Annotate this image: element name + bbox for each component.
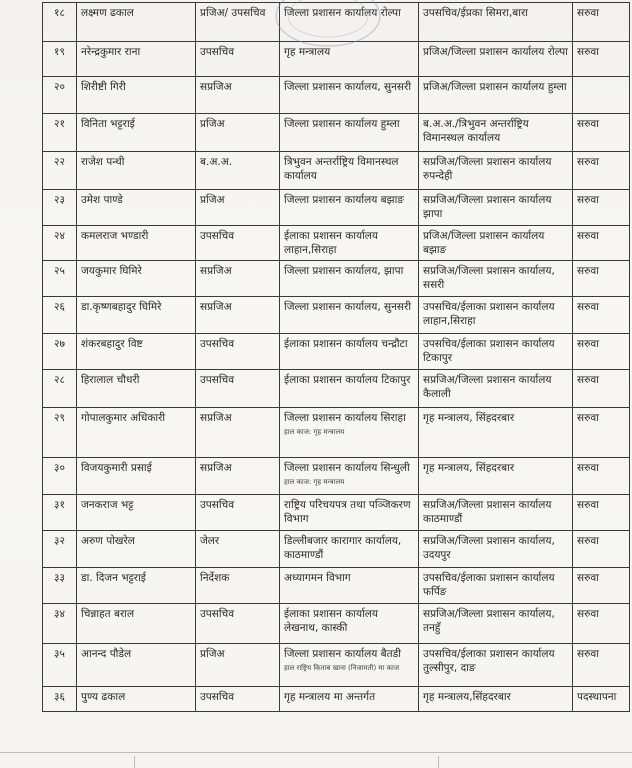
post-cell (196, 495, 280, 531)
post-text: सप्रजिअ (200, 301, 232, 313)
remark-text: सरुवा (577, 46, 599, 58)
table-row (43, 495, 630, 531)
table-row (43, 531, 630, 568)
employee-name-text: शिरीष्टी गिरी (81, 81, 126, 93)
remark-text: सरुवा (577, 412, 599, 424)
office-note: हाल काज: गृह मन्त्रालय (284, 478, 345, 486)
new-office-cell (419, 644, 573, 687)
remark-text: सरुवा (577, 535, 599, 547)
post-text: सप्रजिअ (200, 462, 232, 474)
remark-cell (573, 152, 630, 190)
serial-number-cell (43, 42, 77, 77)
post-text: उपसचिव (200, 691, 235, 703)
new-office-cell (419, 334, 573, 370)
new-office-cell (419, 531, 573, 568)
remark-cell (573, 495, 630, 531)
new-office-text: गृह मन्त्रालय,सिंहदरबार (423, 691, 511, 703)
serial-number-cell (43, 531, 77, 568)
post-cell (196, 370, 280, 408)
new-office-cell (419, 190, 573, 226)
serial-number-text: २६ (54, 301, 65, 313)
table-row (43, 297, 630, 334)
serial-number-cell (43, 297, 77, 334)
post-text: सप्रजिअ (200, 81, 232, 93)
serial-number-text: ३६ (54, 691, 65, 703)
current-office-cell (280, 77, 419, 114)
remark-cell (573, 408, 630, 458)
serial-number-cell (43, 568, 77, 604)
current-office-text: राष्ट्रिय परिचयपत्र तथा पञ्जिकरण विभाग (284, 499, 411, 525)
remark-text: सरुवा (577, 499, 599, 511)
table-row (43, 334, 630, 370)
post-cell (196, 114, 280, 152)
current-office-text: जिल्ला प्रशासन कार्यालय बझाङ (284, 194, 404, 206)
remark-cell (573, 261, 630, 297)
post-text: सप्रजिअ (200, 412, 232, 424)
post-text: प्रजिअ (200, 118, 225, 130)
current-office-text: जिल्ला प्रशासन कार्यालय हुम्ला (284, 118, 400, 130)
serial-number-text: २१ (54, 118, 65, 130)
table-row (43, 3, 630, 42)
remark-text: सरुवा (577, 572, 599, 584)
post-text: प्रजिअ (200, 648, 225, 660)
current-office-text: डिल्लीबजार कारागार कार्यालय, काठमाण्डौं (284, 535, 402, 561)
transfer-table-body (43, 3, 630, 712)
post-text: उपसचिव (200, 230, 235, 242)
new-office-text: सप्रजिअ/जिल्ला प्रशासन कार्यालय, ससरी (423, 265, 555, 291)
employee-name-text: डा. दिजन भट्टराई (81, 572, 146, 584)
remark-text: सरुवा (577, 301, 599, 313)
office-note: हाल काज: गृह मन्त्रालय (284, 428, 345, 436)
table-row (43, 604, 630, 644)
current-office-text: ईलाका प्रशासन कार्यालय टिकापुर (284, 374, 411, 386)
table-row (43, 42, 630, 77)
current-office-text: जिल्ला प्रशासन कार्यालय, सुनसरी (284, 301, 412, 313)
table-row (43, 568, 630, 604)
current-office-text: अध्यागमन विभाग (284, 572, 351, 584)
new-office-text: उपसचिव/ईलाका प्रशासन कार्यालय लाहान,सिराहा (423, 301, 555, 327)
remark-text: सरुवा (577, 194, 599, 206)
table-row (43, 114, 630, 152)
current-office-cell (280, 3, 419, 42)
new-office-cell (419, 370, 573, 408)
post-cell (196, 458, 280, 495)
remark-cell (573, 334, 630, 370)
table-row (43, 458, 630, 495)
current-office-cell (280, 458, 419, 495)
footer-tick (438, 756, 439, 768)
post-text: जेलर (200, 535, 220, 547)
serial-number-cell (43, 604, 77, 644)
serial-number-text: २८ (54, 374, 65, 386)
post-cell (196, 531, 280, 568)
employee-name-cell (77, 408, 196, 458)
current-office-text: जिल्ला प्रशासन कार्यालय बैतडी (284, 648, 401, 660)
post-cell (196, 687, 280, 712)
post-cell (196, 42, 280, 77)
serial-number-cell (43, 3, 77, 42)
current-office-text: जिल्ला प्रशासन कार्यालय रोल्पा (284, 7, 401, 19)
new-office-cell (419, 297, 573, 334)
post-text: उपसचिव (200, 374, 235, 386)
new-office-text: सप्रजिअ/जिल्ला प्रशासन कार्यालय कैलाली (423, 374, 552, 400)
new-office-cell (419, 604, 573, 644)
remark-text: सरुवा (577, 230, 599, 242)
employee-name-text: विनिता भट्टराई (81, 118, 135, 130)
new-office-cell (419, 3, 573, 42)
transfer-table (42, 2, 630, 712)
remark-cell (573, 42, 630, 77)
serial-number-text: ३३ (54, 572, 65, 584)
new-office-cell (419, 152, 573, 190)
employee-name-cell (77, 370, 196, 408)
new-office-text: सप्रजिअ/जिल्ला प्रशासन कार्यालय झापा (423, 194, 552, 220)
employee-name-text: गोपालकुमार अधिकारी (81, 412, 166, 424)
new-office-cell (419, 568, 573, 604)
employee-name-text: लक्ष्मण ढकाल (81, 7, 134, 19)
current-office-cell (280, 495, 419, 531)
employee-name-cell (77, 190, 196, 226)
serial-number-cell (43, 687, 77, 712)
serial-number-text: ३० (54, 462, 65, 474)
table-row (43, 687, 630, 712)
remark-cell (573, 604, 630, 644)
remark-cell (573, 190, 630, 226)
remark-cell (573, 297, 630, 334)
employee-name-cell (77, 531, 196, 568)
remark-cell (573, 458, 630, 495)
serial-number-cell (43, 370, 77, 408)
current-office-text: जिल्ला प्रशासन कार्यालय, झापा (284, 265, 404, 277)
remark-text: सरुवा (577, 608, 599, 620)
new-office-cell (419, 77, 573, 114)
current-office-cell (280, 644, 419, 687)
post-text: उपसचिव (200, 338, 235, 350)
post-text: उपसचिव (200, 499, 235, 511)
remark-text: सरुवा (577, 7, 599, 19)
current-office-text: ईलाका प्रशासन कार्यालय लेखनाथ, कास्की (284, 608, 379, 634)
current-office-cell (280, 334, 419, 370)
employee-name-cell (77, 495, 196, 531)
new-office-cell (419, 687, 573, 712)
serial-number-cell (43, 152, 77, 190)
new-office-cell (419, 458, 573, 495)
serial-number-cell (43, 261, 77, 297)
post-cell (196, 77, 280, 114)
serial-number-cell (43, 495, 77, 531)
employee-name-text: उमेश पाण्डे (81, 194, 123, 206)
remark-text: सरुवा (577, 374, 599, 386)
office-note: हाल राष्ट्रिय किताब खाना (निजामती) मा काज (284, 664, 400, 672)
serial-number-text: ३१ (54, 499, 65, 511)
current-office-text: ईलाका प्रशासन कार्यालय लाहान,सिराहा (284, 230, 379, 256)
current-office-cell (280, 226, 419, 261)
employee-name-cell (77, 644, 196, 687)
serial-number-text: २३ (54, 194, 65, 206)
remark-text: सरुवा (577, 118, 599, 130)
remark-cell (573, 687, 630, 712)
table-row (43, 77, 630, 114)
new-office-cell (419, 226, 573, 261)
employee-name-text: डा.कृष्णबहादुर घिमिरे (81, 301, 162, 313)
remark-text: सरुवा (577, 265, 599, 277)
remark-cell (573, 226, 630, 261)
employee-name-text: अरुण पोखरेल (81, 535, 135, 547)
remark-cell (573, 77, 630, 114)
serial-number-text: १९ (54, 46, 65, 58)
remark-text: सरुवा (577, 156, 599, 168)
post-cell (196, 604, 280, 644)
employee-name-text: चिन्नाहत बराल (81, 608, 135, 620)
table-row (43, 261, 630, 297)
new-office-text: प्रजिअ/जिल्ला प्रशासन कार्यालय रोल्पा (423, 46, 568, 58)
current-office-text: ईलाका प्रशासन कार्यालय चन्द्रौटा (284, 338, 408, 350)
current-office-cell (280, 261, 419, 297)
current-office-cell (280, 568, 419, 604)
post-cell (196, 408, 280, 458)
serial-number-text: २९ (54, 412, 65, 424)
employee-name-text: जनकराज भट्ट (81, 499, 134, 511)
table-row (43, 190, 630, 226)
current-office-text: जिल्ला प्रशासन कार्यालय सिन्धुली (284, 462, 410, 474)
current-office-cell (280, 604, 419, 644)
employee-name-text: कमलराज भण्डारी (81, 230, 149, 242)
post-cell (196, 226, 280, 261)
serial-number-text: १८ (54, 7, 65, 19)
current-office-text: गृह मन्त्रालय मा अन्तर्गत (284, 691, 376, 703)
serial-number-text: २४ (54, 230, 65, 242)
remark-text: सरुवा (577, 462, 599, 474)
post-text: प्रजिअ (200, 194, 225, 206)
serial-number-text: ३४ (54, 608, 65, 620)
post-text: उपसचिव (200, 608, 235, 620)
new-office-text: गृह मन्त्रालय, सिंहदरबार (423, 412, 515, 424)
post-text: निर्देशक (200, 572, 230, 584)
employee-name-cell (77, 114, 196, 152)
serial-number-cell (43, 190, 77, 226)
employee-name-cell (77, 334, 196, 370)
post-cell (196, 568, 280, 604)
current-office-cell (280, 370, 419, 408)
post-text: ब.अ.अ. (200, 156, 233, 168)
new-office-text: प्रजिअ/जिल्ला प्रशासन कार्यालय हुम्ला (423, 81, 567, 93)
remark-text: पदस्थापना (577, 691, 617, 703)
post-cell (196, 152, 280, 190)
table-row (43, 408, 630, 458)
employee-name-text: नरेन्द्रकुमार राना (81, 46, 141, 58)
current-office-cell (280, 42, 419, 77)
post-cell (196, 3, 280, 42)
new-office-cell (419, 114, 573, 152)
employee-name-cell (77, 568, 196, 604)
new-office-text: उपसचिव/ईप्रका सिमरा,बारा (423, 7, 529, 19)
employee-name-cell (77, 604, 196, 644)
remark-cell (573, 3, 630, 42)
serial-number-text: २५ (54, 265, 65, 277)
new-office-cell (419, 408, 573, 458)
new-office-text: सप्रजिअ/जिल्ला प्रशासन कार्यालय, उदयपुर (423, 535, 555, 561)
new-office-cell (419, 495, 573, 531)
serial-number-cell (43, 644, 77, 687)
current-office-cell (280, 190, 419, 226)
employee-name-cell (77, 261, 196, 297)
footer-divider (0, 752, 632, 753)
remark-cell (573, 568, 630, 604)
serial-number-cell (43, 408, 77, 458)
employee-name-text: विजयकुमारी प्रसाई (81, 462, 152, 474)
serial-number-text: ३५ (54, 648, 65, 660)
serial-number-text: ३२ (54, 535, 65, 547)
employee-name-text: शंकरबहादुर विष्ट (81, 338, 143, 350)
serial-number-cell (43, 226, 77, 261)
new-office-cell (419, 42, 573, 77)
post-text: सप्रजिअ (200, 265, 232, 277)
employee-name-text: जयकुमार घिमिरे (81, 265, 142, 277)
remark-cell (573, 531, 630, 568)
new-office-text: ब.अ.अ./त्रिभुवन अन्तर्राष्ट्रिय विमानस्थल कार्यालय (423, 118, 529, 144)
employee-name-cell (77, 3, 196, 42)
new-office-text: गृह मन्त्रालय, सिंहदरबार (423, 462, 515, 474)
remark-cell (573, 644, 630, 687)
employee-name-cell (77, 226, 196, 261)
serial-number-cell (43, 458, 77, 495)
employee-name-cell (77, 42, 196, 77)
serial-number-text: २२ (54, 156, 65, 168)
new-office-cell (419, 261, 573, 297)
serial-number-cell (43, 114, 77, 152)
remark-text: सरुवा (577, 648, 599, 660)
new-office-text: सप्रजिअ/जिल्ला प्रशासन कार्यालय रुपन्देही (423, 156, 552, 182)
table-row (43, 226, 630, 261)
employee-name-text: आनन्द पौडेल (81, 648, 132, 660)
remark-cell (573, 370, 630, 408)
current-office-cell (280, 152, 419, 190)
new-office-text: उपसचिव/ईलाका प्रशासन कार्यालय फर्पिङ (423, 572, 555, 598)
current-office-cell (280, 531, 419, 568)
current-office-cell (280, 114, 419, 152)
post-cell (196, 190, 280, 226)
new-office-text: प्रजिअ/जिल्ला प्रशासन कार्यालय बझाङ (423, 230, 545, 256)
employee-name-text: हिरालाल चौधरी (81, 374, 140, 386)
new-office-text: उपसचिव/ईलाका प्रशासन कार्यालय तुल्सीपुर, दाङ (423, 648, 555, 674)
serial-number-cell (43, 77, 77, 114)
remark-cell (573, 114, 630, 152)
employee-name-text: राजेश पन्थी (81, 156, 125, 168)
serial-number-text: २० (54, 81, 65, 93)
post-cell (196, 334, 280, 370)
serial-number-cell (43, 334, 77, 370)
post-text: प्रजिअ/ उपसचिव (200, 7, 266, 19)
post-text: उपसचिव (200, 46, 235, 58)
post-cell (196, 261, 280, 297)
current-office-text: जिल्ला प्रशासन कार्यालय, सुनसरी (284, 81, 412, 93)
current-office-text: जिल्ला प्रशासन कार्यालय सिराहा (284, 412, 406, 424)
post-cell (196, 644, 280, 687)
table-row (43, 370, 630, 408)
current-office-text: त्रिभुवन अन्तर्राष्ट्रिय विमानस्थल कार्यालय (284, 156, 399, 182)
employee-name-cell (77, 458, 196, 495)
current-office-cell (280, 687, 419, 712)
employee-name-cell (77, 77, 196, 114)
serial-number-text: २७ (54, 338, 65, 350)
footer-tick (134, 756, 135, 768)
new-office-text: सप्रजिअ/जिल्ला प्रशासन कार्यालय, तनहुँ (423, 608, 555, 634)
employee-name-cell (77, 297, 196, 334)
remark-text: सरुवा (577, 338, 599, 350)
current-office-cell (280, 297, 419, 334)
table-row (43, 644, 630, 687)
employee-name-cell (77, 687, 196, 712)
employee-name-text: पुण्य ढकाल (81, 691, 126, 703)
current-office-text: गृह मन्त्रालय (284, 46, 331, 58)
new-office-text: सप्रजिअ/जिल्ला प्रशासन कार्यालय काठमाण्डौं (423, 499, 552, 525)
current-office-cell (280, 408, 419, 458)
post-cell (196, 297, 280, 334)
employee-name-cell (77, 152, 196, 190)
table-row (43, 152, 630, 190)
new-office-text: उपसचिव/ईलाका प्रशासन कार्यालय टिकापुर (423, 338, 555, 364)
